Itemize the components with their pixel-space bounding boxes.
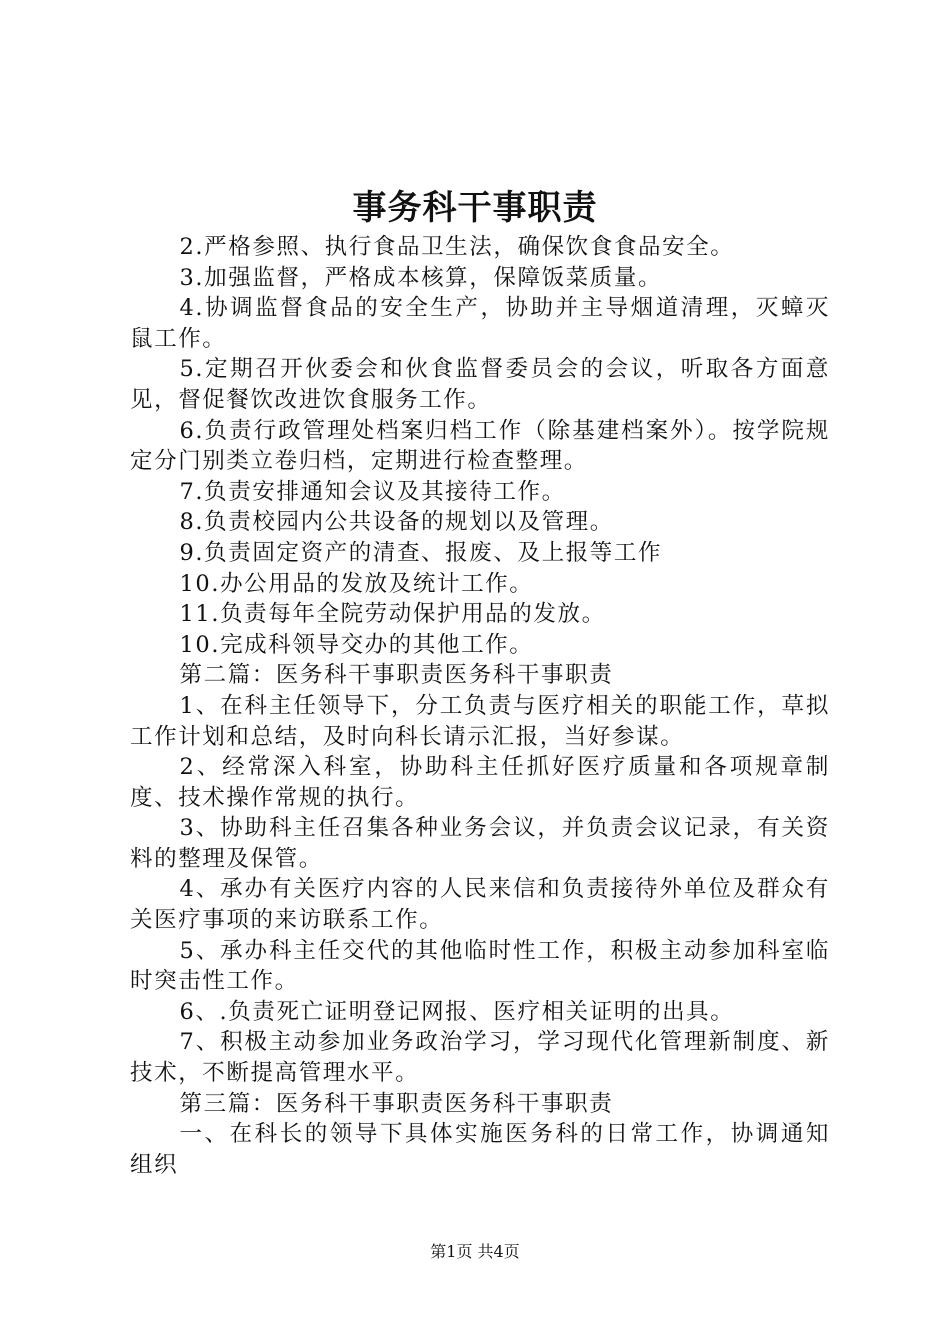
paragraph: 2.严格参照、执行食品卫生法，确保饮食食品安全。 (179, 234, 735, 260)
paragraph: 10.办公用品的发放及统计工作。 (179, 570, 534, 597)
paragraph: 4、承办有关医疗内容的人民来信和负责接待外单位及群众有关医疗事项的来访联系工作。 (130, 876, 830, 934)
paragraph: 6.负责行政管理处档案归档工作（除基建档案外）。按学院规定分门别类立卷归档，定期进行检查整理。 (130, 417, 830, 475)
paragraph: 7、积极主动参加业务政治学习，学习现代化管理新制度、新技术，不断提高管理水平。 (130, 1029, 830, 1087)
section-heading: 第二篇：医务科干事职责医务科干事职责 (179, 662, 614, 689)
paragraph: 3.加强监督，严格成本核算，保障饭菜质量。 (179, 264, 663, 291)
paragraph: 4.协调监督食品的安全生产，协助并主导烟道清理，灭蟑灭鼠工作。 (130, 295, 830, 352)
page-footer: 第1页 共4页 (430, 1242, 520, 1261)
section-heading: 第三篇：医务科干事职责医务科干事职责 (179, 1090, 614, 1117)
paragraph: 5.定期召开伙委会和伙食监督委员会的会议，听取各方面意见，督促餐饮改进饮食服务工作。 (130, 356, 830, 413)
paragraph: 8.负责校园内公共设备的规划以及管理。 (179, 509, 614, 536)
paragraph: 11.负责每年全院劳动保护用品的发放。 (179, 601, 606, 628)
document-body (130, 232, 830, 1180)
paragraph: 2、经常深入科室，协助科主任抓好医疗质量和各项规章制度、技术操作常规的执行。 (130, 754, 830, 811)
paragraph: 5、承办科主任交代的其他临时性工作，积极主动参加科室临时突击性工作。 (130, 937, 830, 995)
paragraph: 9.负责固定资产的清查、报废、及上报等工作 (179, 539, 663, 566)
paragraph: 1、在科主任领导下，分工负责与医疗相关的职能工作，草拟工作计划和总结，及时向科长请示汇报，当好参谋。 (130, 692, 830, 750)
document-title: 事务科干事职责 (352, 188, 598, 228)
paragraph: 一、在科长的领导下具体实施医务科的日常工作，协调通知组织 (130, 1121, 830, 1178)
paragraph: 3、协助科主任召集各种业务会议，并负责会议记录，有关资料的整理及保管。 (130, 815, 830, 872)
paragraph: 6、.负责死亡证明登记网报、医疗相关证明的出具。 (179, 998, 735, 1025)
paragraph: 7.负责安排通知会议及其接待工作。 (179, 478, 566, 505)
paragraph: 10.完成科领导交办的其他工作。 (179, 631, 534, 658)
